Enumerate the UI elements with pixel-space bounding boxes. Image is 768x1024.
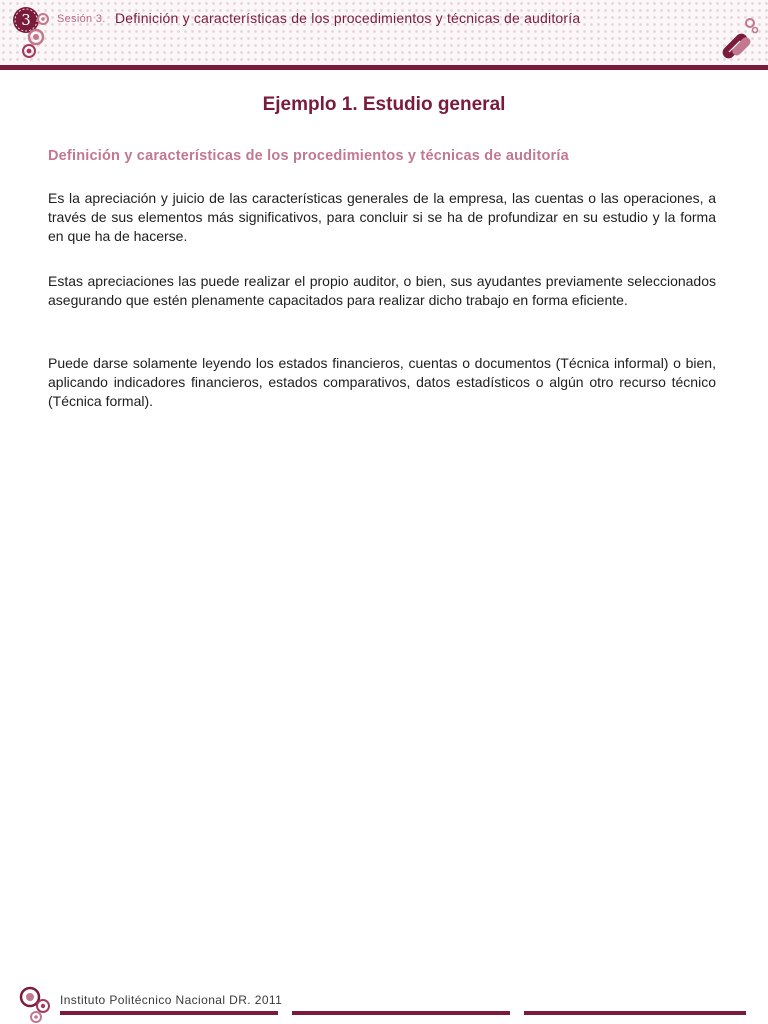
gear-circles-icon bbox=[16, 984, 56, 1024]
page-header bbox=[0, 0, 768, 66]
footer-copyright: Instituto Politécnico Nacional DR. 2011 bbox=[60, 993, 283, 1007]
page-title: Ejemplo 1. Estudio general bbox=[262, 94, 506, 115]
section-subtitle: Definición y características de los procedimientos y técnicas de auditoría bbox=[48, 148, 569, 164]
footer-divider bbox=[524, 1011, 746, 1015]
footer-divider bbox=[292, 1011, 510, 1015]
session-label: Sesión 3. bbox=[57, 13, 106, 25]
paragraph-techniques: Puede darse solamente leyendo los estados financieros, cuentas o documentos (Técnica informal) o bien, aplicando indicadores financieros, estados comparativos, datos estadísticos o algún otro recurso técnico (Técnica formal). bbox=[48, 355, 716, 409]
footer-divider bbox=[60, 1011, 278, 1015]
session-subject: Definición y características de los procedimientos y técnicas de auditoría bbox=[115, 10, 581, 26]
paragraph-auditor: Estas apreciaciones las puede realizar el propio auditor, o bien, sus ayudantes previamente seleccionados asegurando que estén plenamente capacitados para realizar dicho trabajo en forma eficiente. bbox=[48, 273, 716, 308]
header-divider bbox=[0, 65, 768, 70]
paragraph-definition: Es la apreciación y juicio de las características generales de la empresa, las cuentas o las operaciones, a través de sus elementos más significativos, para concluir si se ha de profundizar en su estudio y la forma en que ha de hacerse. bbox=[48, 190, 716, 244]
session-number: 3 bbox=[21, 11, 31, 29]
pills-icon bbox=[716, 16, 760, 64]
